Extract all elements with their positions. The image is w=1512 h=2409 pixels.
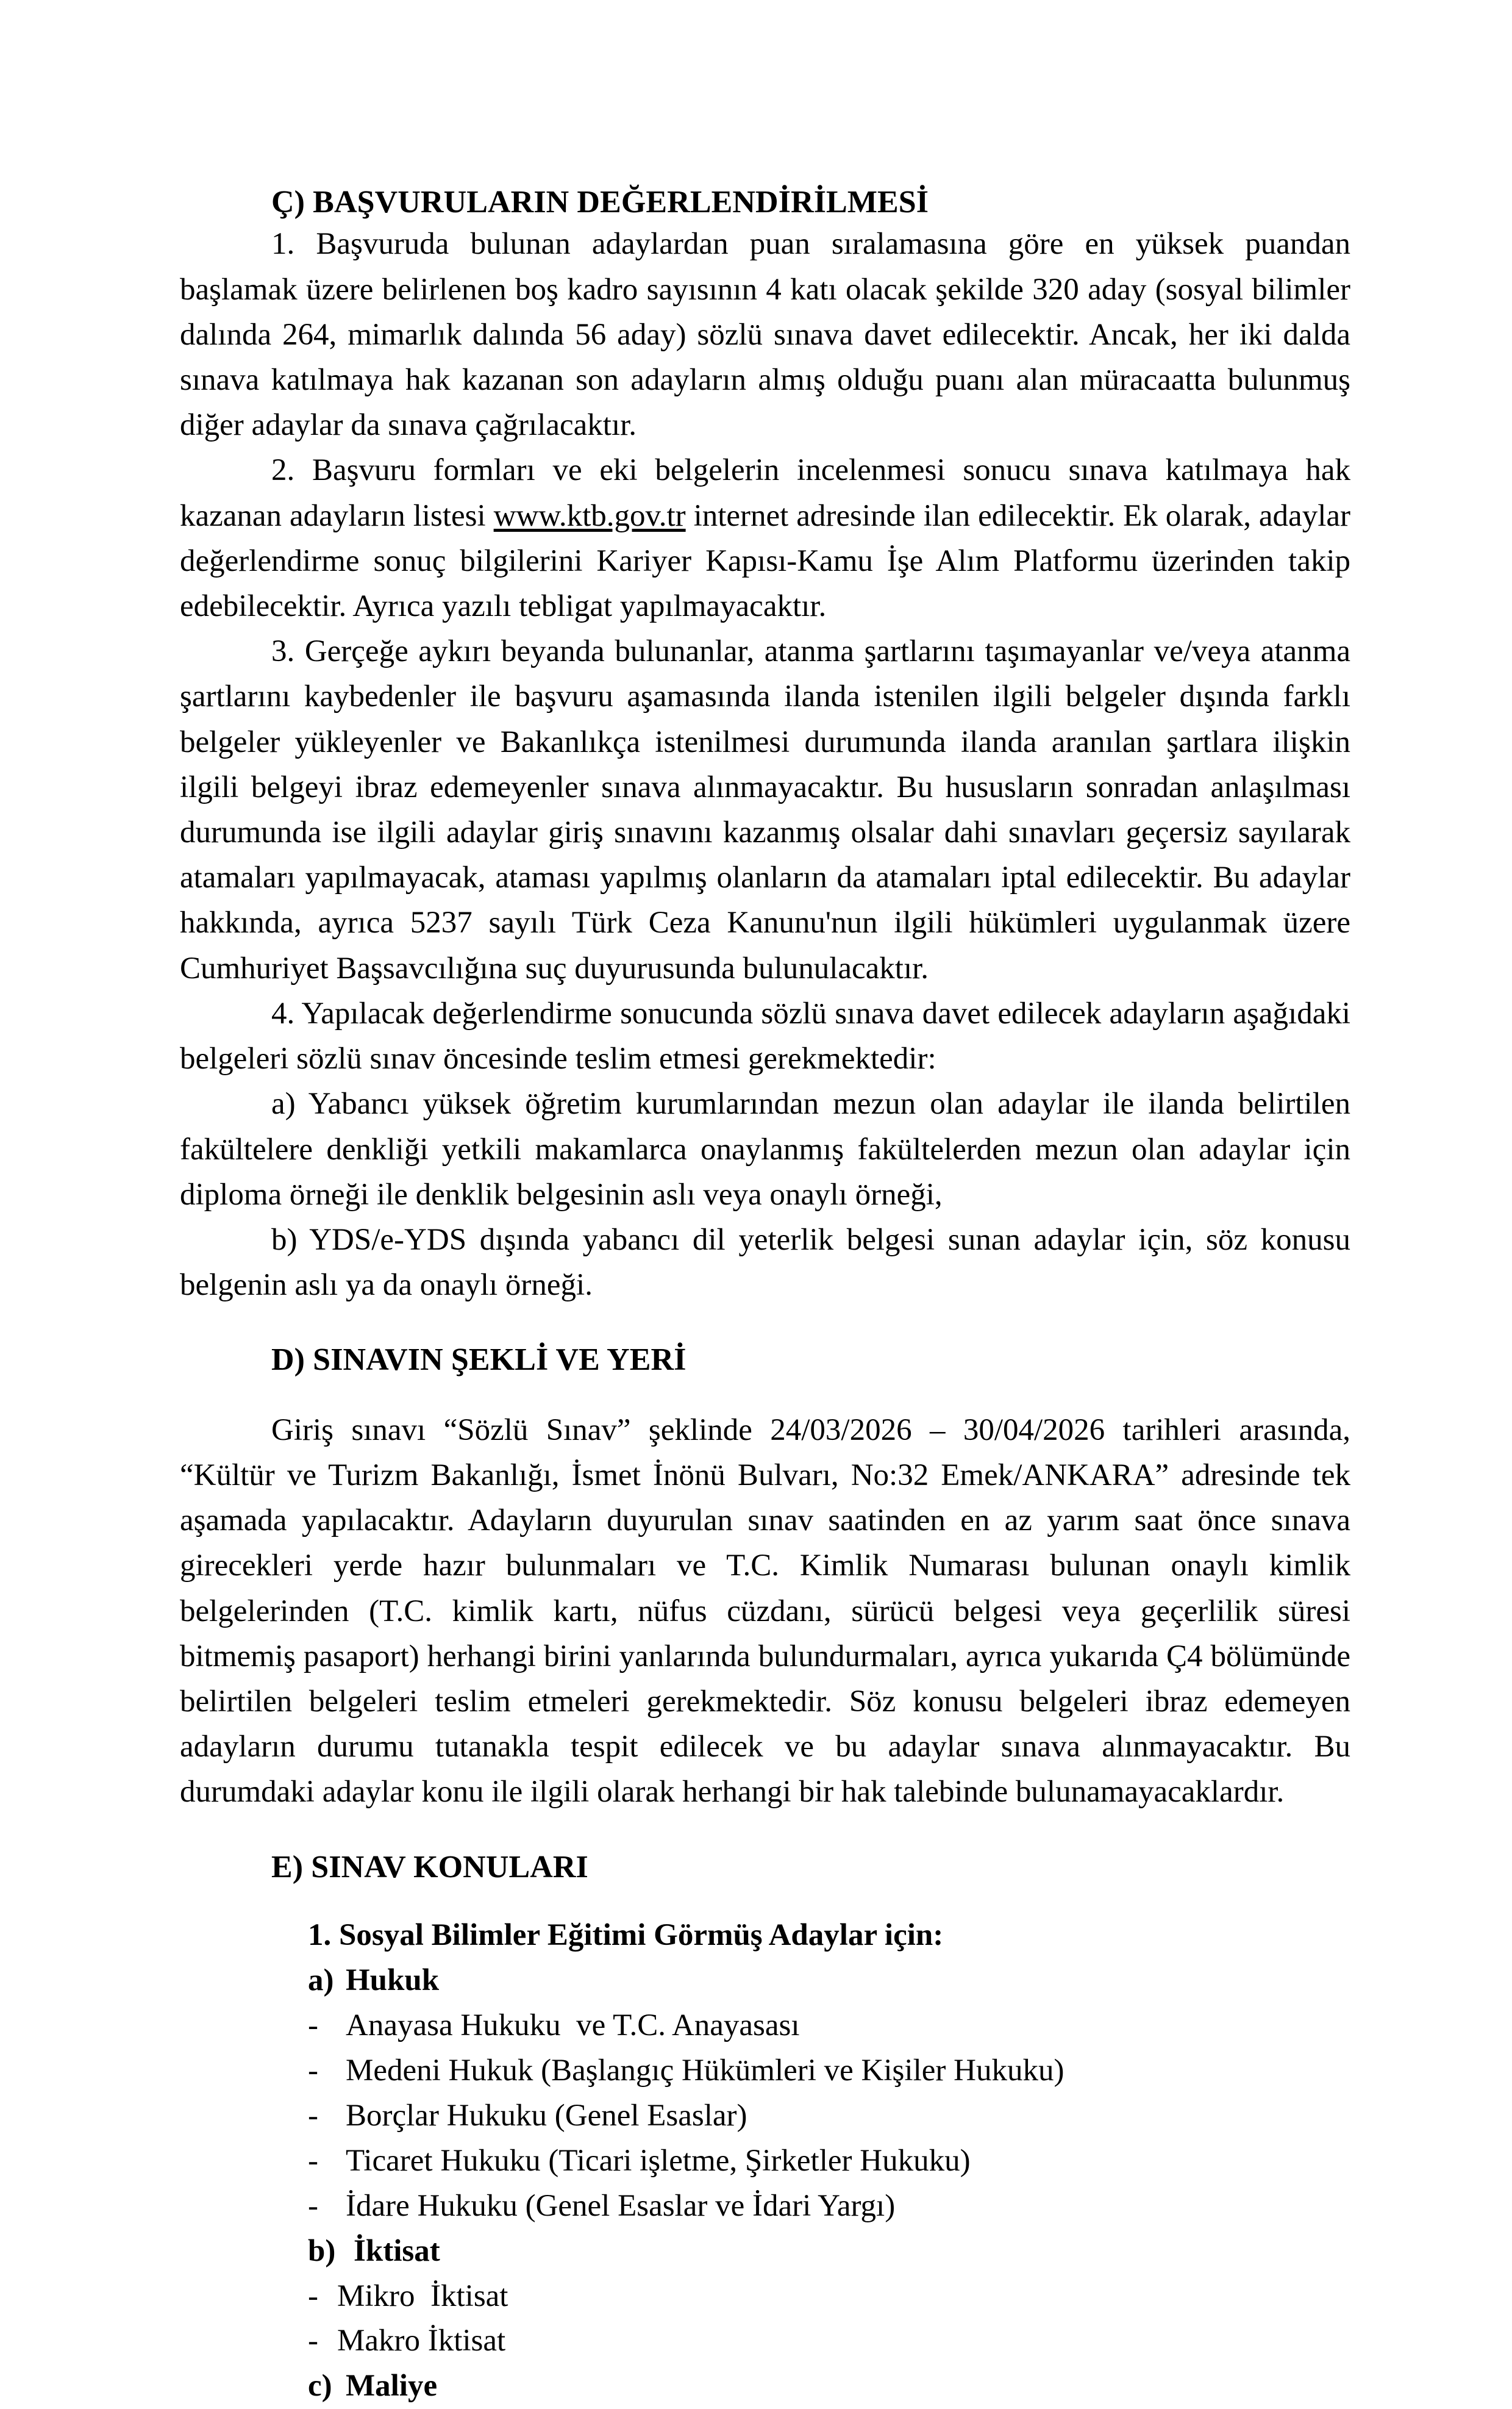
list-item	[308, 2184, 1350, 2229]
list-item-label: Makro İktisat	[337, 2324, 506, 2358]
list-item	[308, 2274, 1350, 2319]
exam-topics-list	[180, 1913, 1350, 2409]
bullet-dash-icon: -	[308, 2278, 318, 2313]
document-body	[180, 183, 1350, 2409]
paragraph-d-exam-format: Giriş sınavı “Sözlü Sınav” şeklinde 24/03/2026 – 30/04/2026 tarihleri arasında, “Kültür ve Turizm Bakanlığı, İsmet İnönü Bulvarı, No:32 Emek/ANKARA” adresinde tek aşamada yapılacaktır. Adayların duyurulan sınav saatinden en az yarım saat önce sınava girecekleri yerde hazır bulunmaları ve T.C. Kimlik Numarası bulunan onaylı kimlik belgelerinden (T.C. kimlik kartı, nüfus cüzdanı, sürücü belgesi veya geçerlilik süresi bitmemiş pasaport) herhangi birini yanlarında bulundurmaları, ayrıca yukarıda Ç4 bölümünde belirtilen belgeleri teslim etmeleri gerekmektedir. Söz konusu belgeleri ibraz edemeyen adayların durumu tutanakla tespit edilecek ve bu adaylar sınava alınmayacaktır. Bu durumdaki adaylar konu ile ilgili olarak herhangi bir hak talebinde bulunamayacaklardır.	[180, 1412, 1350, 1809]
bullet-dash-icon: -	[308, 2324, 318, 2358]
bullet-dash-icon: -	[308, 2143, 318, 2178]
topic-subgroup-a-label: a)	[308, 1963, 334, 1997]
paragraph-3: 3. Gerçeğe aykırı beyanda bulunanlar, atanma şartlarını taşımayanlar ve/veya atanma şartlarını kaybedenler ile başvuru aşamasında ilanda istenilen ilgili belgeler dışında farklı belgeler yükleyenler ve Bakanlıkça istenilmesi durumunda ilanda aranılan şartlara ilişkin ilgili belgeyi ibraz edemeyenler sınava alınmayacaktır. Bu hususların sonradan anlaşılması durumunda ise ilgili adaylar giriş sınavını kazanmış olsalar dahi sınavları geçersiz sayılarak atamaları yapılmayacak, ataması yapılmış olanların da atamaları iptal edilecektir. Bu adaylar hakkında, ayrıca 5237 sayılı Türk Ceza Kanunu'nun ilgili hükümleri uygulanmak üzere Cumhuriyet Başsavcılığına suç duyurusunda bulunulacaktır.	[180, 634, 1350, 986]
paragraph-4-item-b: b) YDS/e-YDS dışında yabancı dil yeterlik belgesi sunan adaylar için, söz konusu belgenin aslı ya da onaylı örneği.	[180, 1222, 1350, 1303]
list-item-label: Anayasa Hukuku ve T.C. Anayasası	[346, 2008, 800, 2042]
heading-e-sinav-konulari: E) SINAV KONULARI	[271, 1849, 588, 1885]
paragraph-2-text-before-link: 2. Başvuru formları ve eki belgelerin incelenmesi sonucu sınava katılmaya hak kazanan adayların listesi	[180, 453, 1350, 533]
bullet-dash-icon: -	[308, 2188, 318, 2223]
topic-group-1-title: 1. Sosyal Bilimler Eğitimi Görmüş Adaylar için:	[308, 1918, 944, 1953]
list-item	[308, 2139, 1350, 2184]
list-item-label: Ticaret Hukuku (Ticari işletme, Şirketler Hukuku)	[346, 2143, 971, 2178]
list-item	[308, 2319, 1350, 2364]
paragraph-2	[180, 448, 1350, 629]
bullet-dash-icon: -	[308, 2098, 318, 2133]
list-item	[308, 2003, 1350, 2049]
list-item	[308, 2049, 1350, 2094]
paragraph-2-text-after-link: internet adresinde ilan edilecektir. Ek olarak, adaylar değerlendirme sonuç bilgilerini Kariyer Kapısı-Kamu İşe Alım Platformu üzerinden takip edebilecektir. Ayrıca yazılı tebligat yapılmayacaktır.	[180, 498, 1350, 624]
topic-subgroup-b-title: İktisat	[354, 2233, 440, 2268]
list-item	[308, 2094, 1350, 2139]
topic-subgroup-b-heading	[308, 2229, 1350, 2274]
paragraph-4: 4. Yapılacak değerlendirme sonucunda sözlü sınava davet edilecek adayların aşağıdaki belgeleri sözlü sınav öncesinde teslim etmesi gerekmektedir:	[180, 996, 1350, 1076]
heading-c-basvurularin-degerlendirilmesi: Ç) BAŞVURULARIN DEĞERLENDİRİLMESİ	[271, 185, 929, 220]
bullet-dash-icon: -	[308, 2008, 318, 2042]
list-item-label: Borçlar Hukuku (Genel Esaslar)	[346, 2098, 747, 2133]
bullet-dash-icon: -	[308, 2053, 318, 2088]
topic-subgroup-b-label: b)	[308, 2233, 336, 2268]
topic-subgroup-c-title: Maliye	[346, 2369, 438, 2404]
ktb-website-link[interactable]: www.ktb.gov.tr	[493, 498, 686, 533]
list-item-label: Medeni Hukuk (Başlangıç Hükümleri ve Kişiler Hukuku)	[346, 2053, 1064, 2088]
topic-subgroup-a-heading	[308, 1958, 1350, 2003]
topic-subgroup-c-heading	[308, 2364, 1350, 2409]
heading-d-sinavin-sekli-ve-yeri: D) SINAVIN ŞEKLİ VE YERİ	[271, 1342, 686, 1378]
paragraph-1: 1. Başvuruda bulunan adaylardan puan sıralamasına göre en yüksek puandan başlamak üzere belirlenen boş kadro sayısının 4 katı olacak şekilde 320 aday (sosyal bilimler dalında 264, mimarlık dalında 56 aday) sözlü sınava davet edilecektir. Ancak, her iki dalda sınava katılmaya hak kazanan son adayların almış olduğu puanı alan müracaatta bulunmuş diğer adaylar da sınava çağrılacaktır.	[180, 227, 1350, 443]
topic-subgroup-a-title: Hukuk	[346, 1963, 440, 1997]
list-item-label: İdare Hukuku (Genel Esaslar ve İdari Yargı)	[346, 2188, 896, 2223]
topic-subgroup-c-label: c)	[308, 2369, 332, 2404]
list-item-label: Mikro İktisat	[337, 2278, 508, 2313]
paragraph-4-item-a: a) Yabancı yüksek öğretim kurumlarından mezun olan adaylar ile ilanda belirtilen fakültelere denkliği yetkili makamlarca onaylanmış fakültelerden mezun olan adaylar için diploma örneği ile denklik belgesinin aslı veya onaylı örneği,	[180, 1087, 1350, 1212]
